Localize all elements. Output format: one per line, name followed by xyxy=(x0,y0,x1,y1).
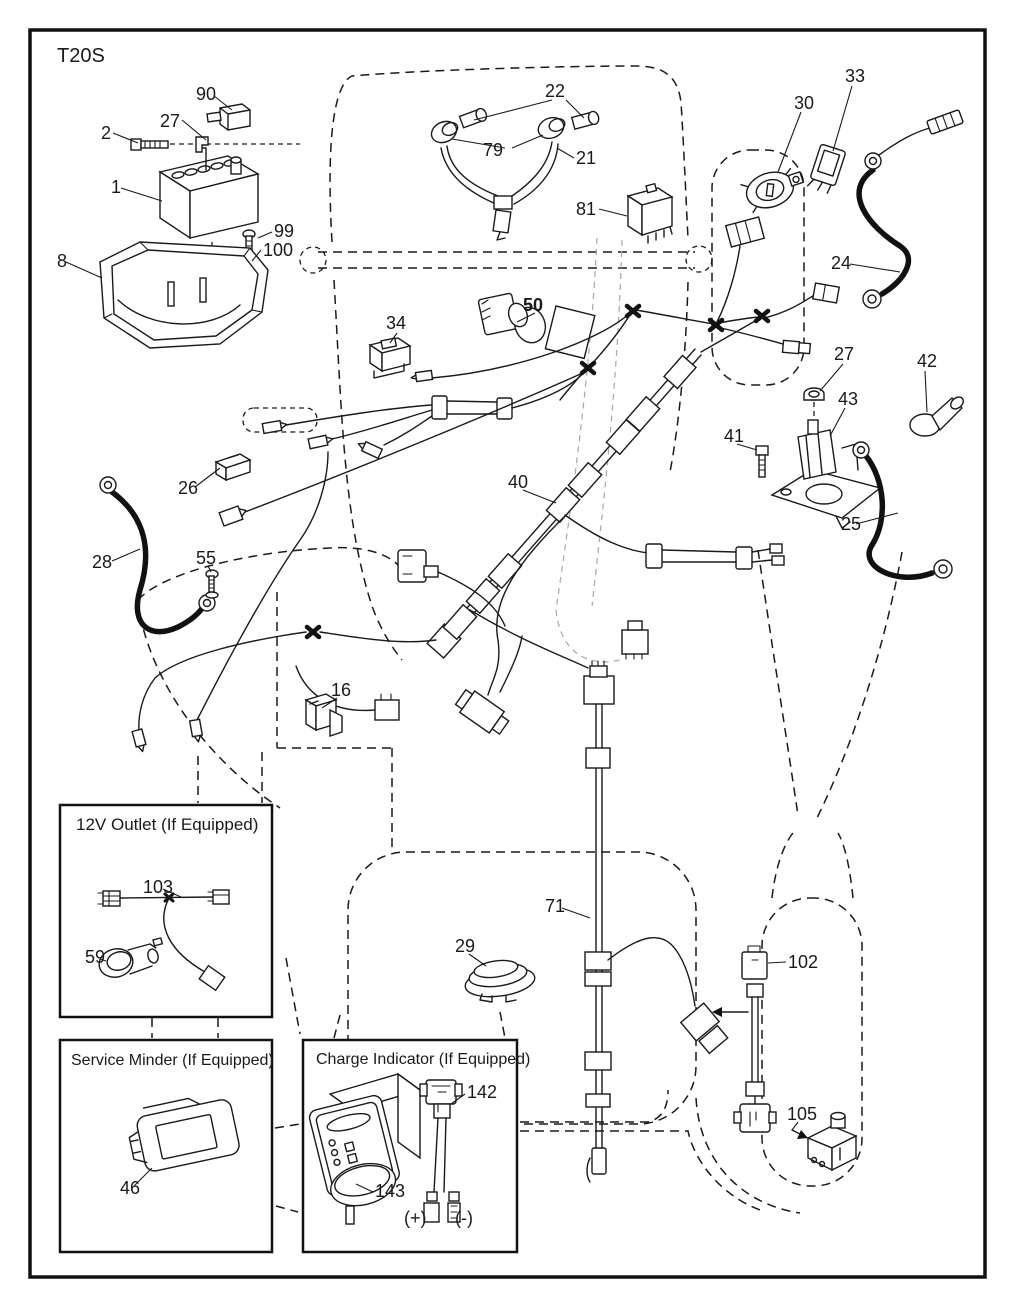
part-label-100: 100 xyxy=(263,240,294,260)
part-label-79: 79 xyxy=(483,140,504,160)
part-label-16: 16 xyxy=(331,680,352,700)
part-label-103: 103 xyxy=(143,877,174,897)
part-label-25: 25 xyxy=(841,514,862,534)
part-label-46: 46 xyxy=(120,1178,141,1198)
part-label-105: 105 xyxy=(787,1104,818,1124)
part-label-27: 27 xyxy=(160,111,181,131)
part-label-59: 59 xyxy=(85,947,106,967)
part-label-55: 55 xyxy=(196,548,217,568)
part-label-143: 143 xyxy=(375,1181,406,1201)
part-label-30: 30 xyxy=(794,93,815,113)
part-label-24: 24 xyxy=(831,253,852,273)
part-label-43: 43 xyxy=(838,389,859,409)
inset-charge-indicator-title: Charge Indicator (If Equipped) xyxy=(316,1051,531,1068)
part-label-21: 21 xyxy=(576,148,597,168)
part-label-(-): (-) xyxy=(455,1208,473,1228)
inset-12v-outlet xyxy=(60,805,272,1017)
part-label-40: 40 xyxy=(508,472,529,492)
part-label-81: 81 xyxy=(576,199,597,219)
inset-service-minder-title: Service Minder (If Equipped) xyxy=(71,1052,274,1069)
part-label-22: 22 xyxy=(545,81,566,101)
part-label-99: 99 xyxy=(274,221,295,241)
part-label-2: 2 xyxy=(101,123,112,143)
part-label-50: 50 xyxy=(523,295,544,315)
part-label-(+): (+) xyxy=(404,1208,427,1228)
inset-12v-outlet-title: 12V Outlet (If Equipped) xyxy=(76,815,259,834)
part-label-102: 102 xyxy=(788,952,819,972)
page-title: T20S xyxy=(57,45,105,67)
part-label-28: 28 xyxy=(92,552,113,572)
part-label-27: 27 xyxy=(834,344,855,364)
part-label-142: 142 xyxy=(467,1082,498,1102)
part-label-90: 90 xyxy=(196,84,217,104)
part-label-41: 41 xyxy=(724,426,745,446)
part-label-26: 26 xyxy=(178,478,199,498)
part-label-1: 1 xyxy=(111,177,122,197)
part-label-34: 34 xyxy=(386,313,407,333)
part-label-8: 8 xyxy=(57,251,68,271)
part-label-42: 42 xyxy=(917,351,938,371)
part-label-71: 71 xyxy=(545,896,566,916)
part-label-29: 29 xyxy=(455,936,476,956)
part-label-33: 33 xyxy=(845,66,866,86)
inset-service-minder xyxy=(60,1040,274,1252)
